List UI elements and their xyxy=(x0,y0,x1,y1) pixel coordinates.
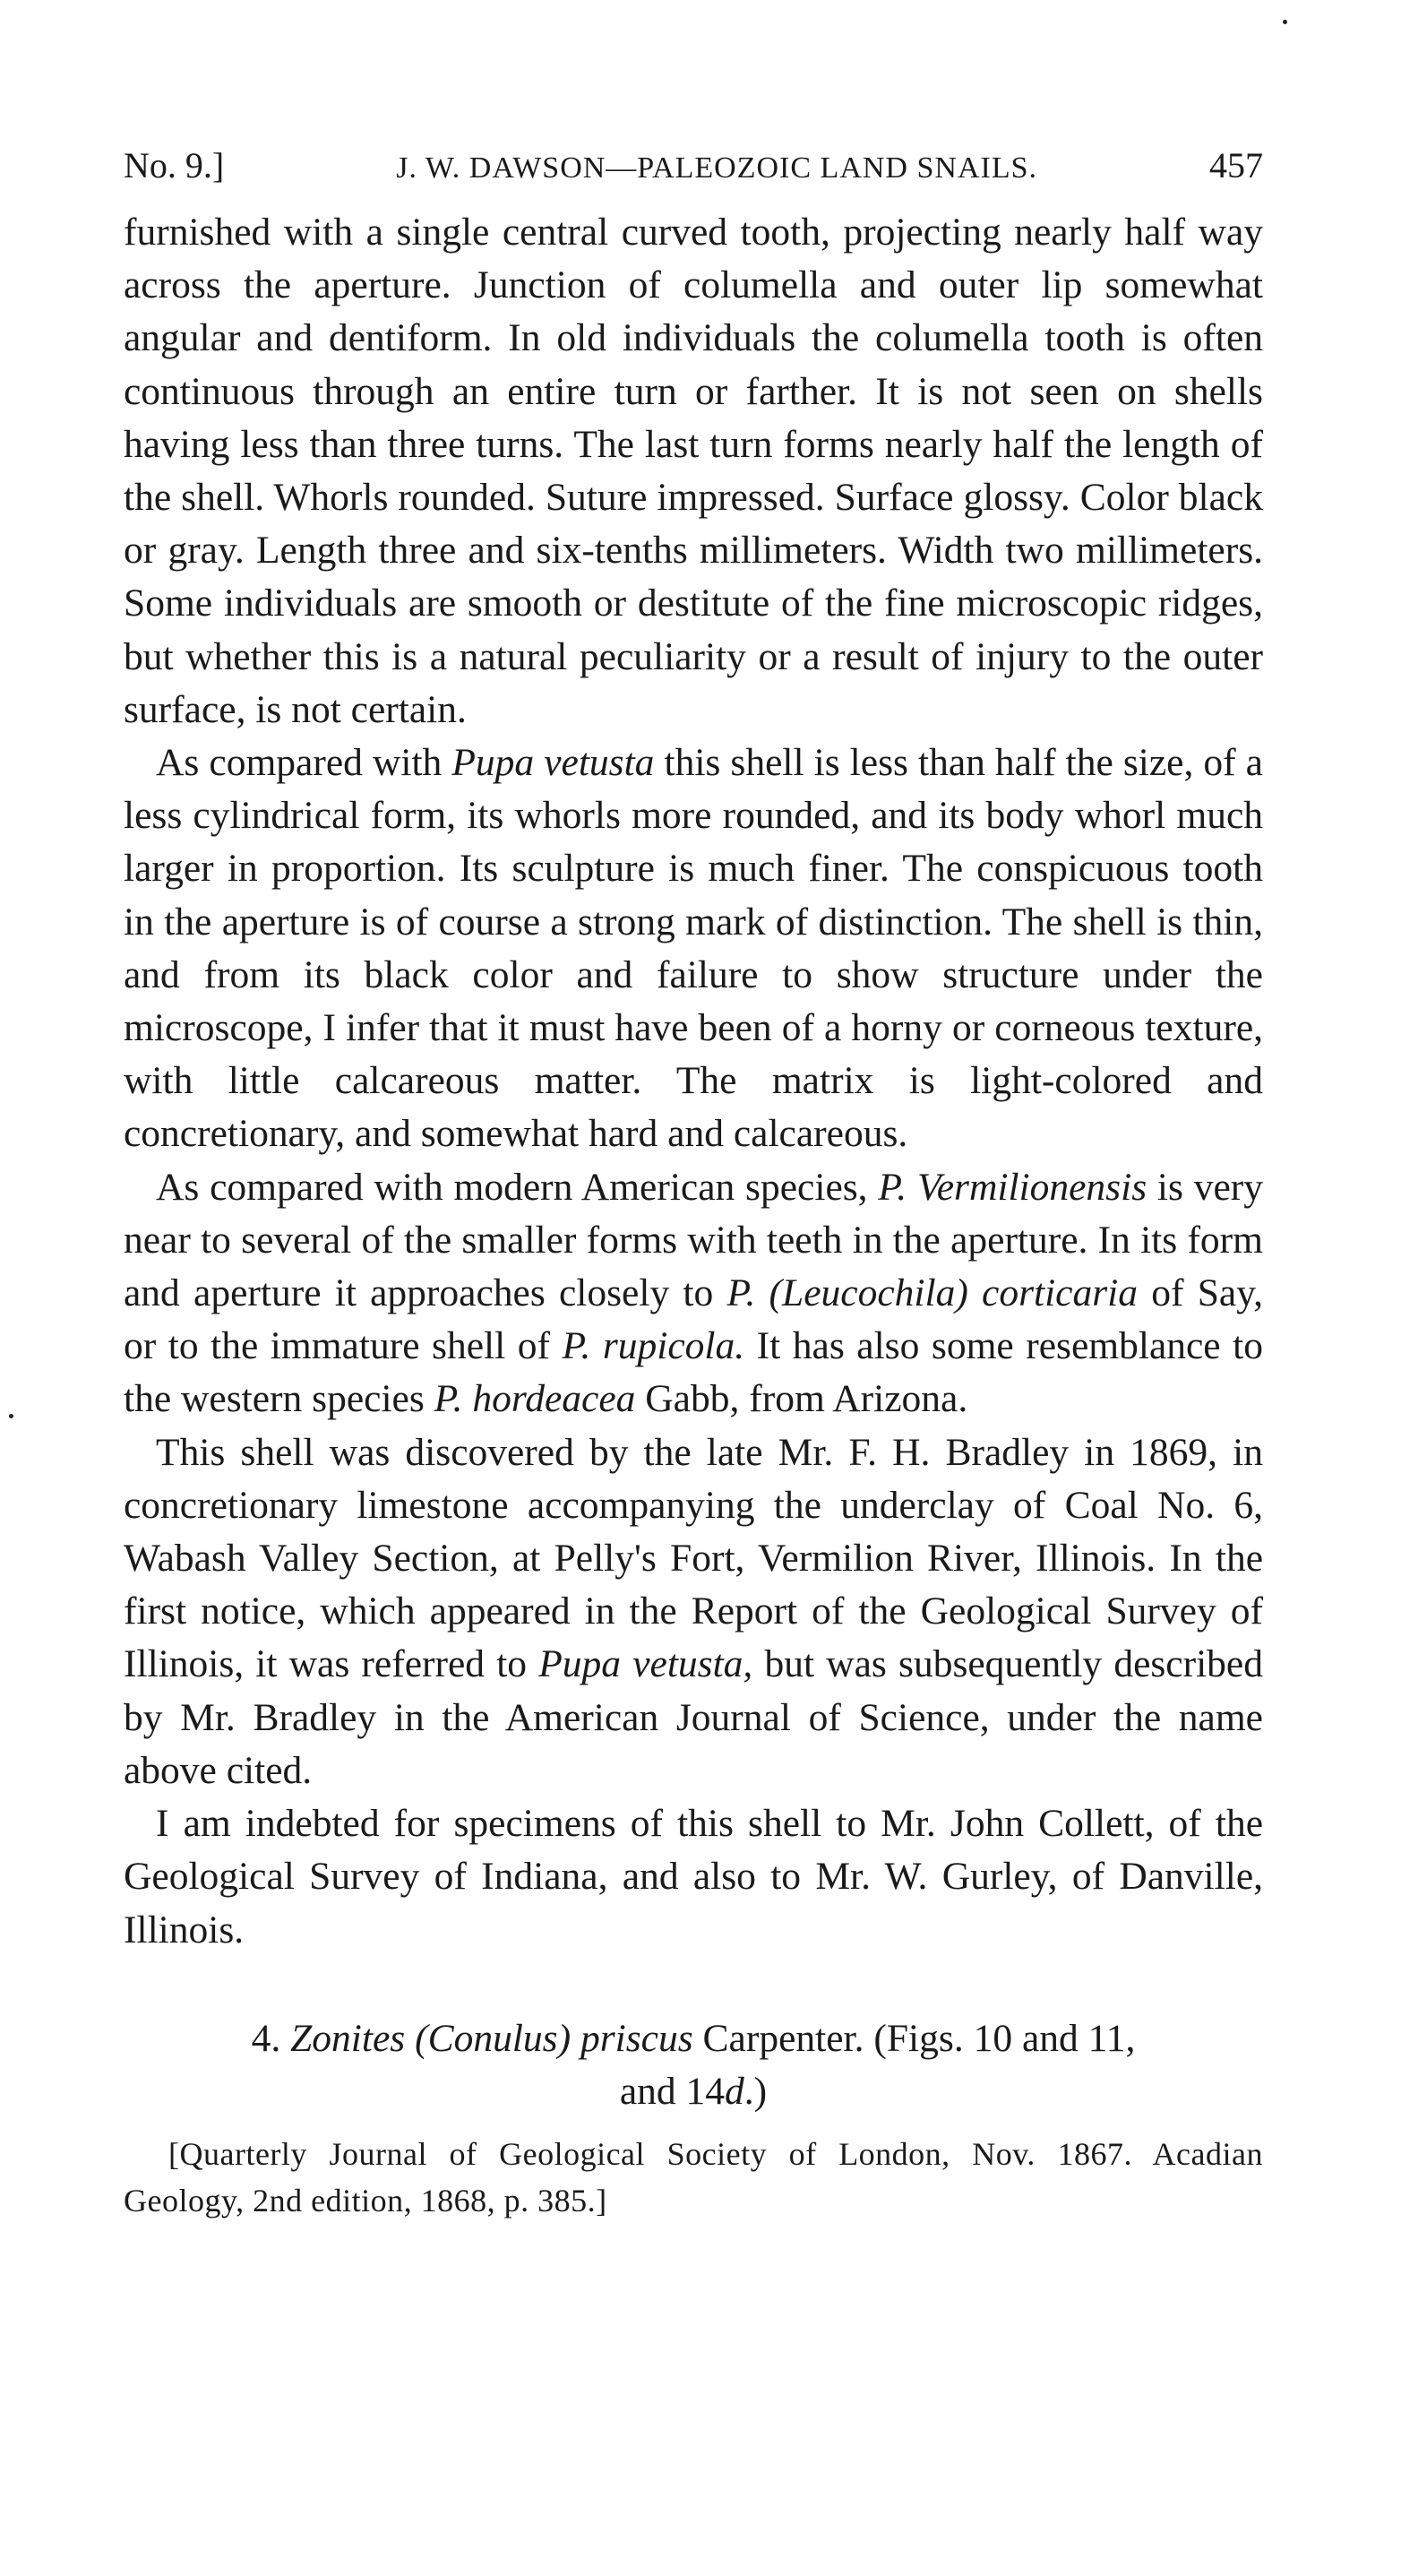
species-name: P. rupicola. xyxy=(562,1324,745,1368)
figure-reference: (Figs. 10 and 11, xyxy=(864,2016,1136,2060)
subgenus-name: (Conulus) xyxy=(415,2016,572,2060)
species-name: P. Vermilionensis xyxy=(878,1165,1147,1209)
species-name: P. (Leucochila) corticaria xyxy=(726,1271,1139,1315)
paragraph-1: furnished with a single central curved tooth, projecting nearly half way across the aperture. Junction of columella and outer lip somewhat angular and dentiform. In old individuals the columella tooth is often continuous through an entire turn or farther. It is not seen on shells having less than three turns. The last turn forms nearly half the length of the shell. Whorls rounded. Suture impressed. Surface glossy. Color black or gray. Length three and six-tenths millimeters. Width two millimeters. Some individuals are smooth or destitute of the fine microscopic ridges, but whether this is a natural peculiarity or a result of injury to the outer surface, is not certain. xyxy=(124,211,1263,731)
text-run: this shell is less than half the size, of a less cylindrical form, its whorls more rounded, and its body whorl much larger in proportion. Its sculpture is much finer. The conspicuous tooth in the aperture is of course a strong mark of distinction. The shell is thin, and from its black color and failure to show structure under the microscope, I infer that it must have been of a horny or corneous texture, with little calcareous matter. The matrix is light-colored and concretionary, and somewhat hard and calcareous. xyxy=(124,741,1263,1156)
figure-reference-end: .) xyxy=(743,2069,768,2113)
section-heading xyxy=(124,2012,1263,2118)
text-run: Gabb, from Arizona. xyxy=(635,1377,968,1421)
text-run: It has also some resemblance to the western species xyxy=(124,1324,1263,1421)
margin-speck xyxy=(9,1414,13,1418)
species-name: P. hordeacea xyxy=(434,1377,636,1421)
text-run: This shell was discovered by the late Mr. F. H. Bradley in 1869, in concretionary limestone accompanying the underclay of Coal No. 6, Wabash Valley Section, at Pelly's Fort, Vermilion River, Illinois. In the first notice, which appeared in the Report of the Geological Survey of Illinois, it was referred to xyxy=(124,1430,1263,1686)
species-name: Pupa vetusta, xyxy=(538,1642,753,1686)
text-run: As compared with xyxy=(156,741,452,785)
text-run: As compared with modern American species, xyxy=(156,1165,879,1209)
paragraph-4 xyxy=(124,1426,1263,1797)
page-number: 457 xyxy=(1209,145,1263,185)
figure-letter: d xyxy=(725,2069,744,2113)
species-author: Carpenter. xyxy=(692,2016,864,2060)
margin-speck xyxy=(1283,20,1287,24)
text-run: is very near to several of the smaller forms with teeth in the aperture. In its form and aperture it approaches closely to xyxy=(124,1165,1263,1315)
section-number: 4. xyxy=(251,2016,281,2060)
genus-name: Zonites xyxy=(290,2016,406,2060)
species-name: Pupa vetusta xyxy=(451,741,655,785)
paragraph-5: I am indebted for specimens of this shell to Mr. John Collett, of the Geological Survey of Indiana, and also to Mr. W. Gurley, of Danville, Illinois. xyxy=(124,1802,1263,1951)
text-run: of Say, or to the immature shell of xyxy=(124,1271,1263,1368)
issue-number: No. 9.] xyxy=(124,145,225,185)
running-head xyxy=(124,139,1263,195)
species-epithet: priscus xyxy=(580,2016,693,2060)
running-title: J. W. DAWSON—PALEOZOIC LAND SNAILS. xyxy=(396,151,1037,185)
citation: [Quarterly Journal of Geological Society of London, Nov. 1867. Acadian Geology, 2nd edition, 1868, p. 385.] xyxy=(124,2136,1263,2219)
paragraph-2 xyxy=(124,737,1263,1161)
paragraph-3 xyxy=(124,1161,1263,1426)
text-run: but was subsequently described by Mr. Bradley in the American Journal of Science, under the name above cited. xyxy=(124,1642,1263,1792)
page xyxy=(124,139,1263,2224)
figure-reference-continued: and 14 xyxy=(619,2069,726,2113)
